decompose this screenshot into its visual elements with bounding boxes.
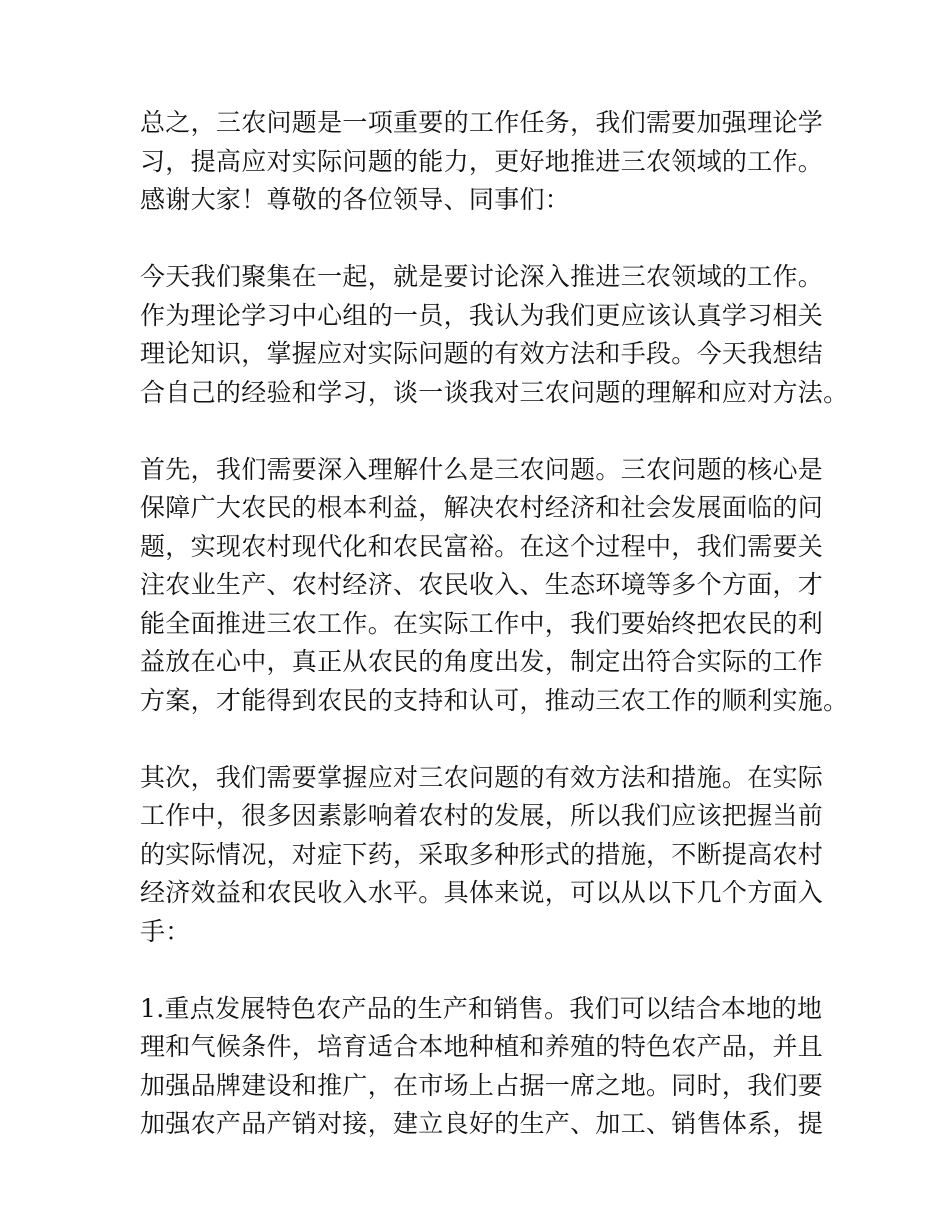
- text-line: 经济效益和农民收入水平。具体来说，可以从以下几个方面入: [140, 878, 824, 907]
- text-line: 注农业生产、农村经济、农民收入、生态环境等多个方面，才: [140, 570, 824, 599]
- text-line: 作为理论学习中心组的一员，我认为我们更应该认真学习相关: [140, 300, 824, 330]
- text-line: 合自己的经验和学习，谈一谈我对三农问题的理解和应对方法。: [140, 377, 849, 407]
- text-line: 保障广大农民的根本利益，解决农村经济和社会发展面临的问: [140, 493, 824, 522]
- text-line: 题，实现农村现代化和农民富裕。在这个过程中，我们需要关: [140, 531, 824, 561]
- text-line: 理论知识，掌握应对实际问题的有效方法和手段。今天我想结: [140, 339, 824, 368]
- text-line: 工作中，很多因素影响着农村的发展，所以我们应该把握当前: [140, 801, 824, 830]
- paragraph-gap: [140, 412, 820, 451]
- text-line: 1.重点发展特色农产品的生产和销售。我们可以结合本地的地: [140, 993, 823, 1023]
- text-line: 其次，我们需要掌握应对三农问题的有效方法和措施。在实际: [140, 762, 824, 792]
- paragraph-1: [140, 104, 824, 220]
- paragraph-gap: [140, 720, 820, 759]
- paragraph-4: [140, 759, 824, 952]
- paragraph-gap: [140, 220, 820, 259]
- text-line: 习，提高应对实际问题的能力，更好地推进三农领域的工作。: [140, 146, 824, 176]
- text-line: 方案，才能得到农民的支持和认可，推动三农工作的顺利实施。: [140, 685, 849, 715]
- text-line: 手：: [140, 916, 191, 946]
- text-line: 益放在心中，真正从农民的角度出发，制定出符合实际的工作: [140, 647, 824, 676]
- paragraph-2: [140, 258, 849, 412]
- text-line: 理和气候条件，培育适合本地种植和养殖的特色农产品，并且: [140, 1032, 824, 1061]
- document-body: [140, 104, 849, 1144]
- text-line: 感谢大家！尊敬的各位领导、同事们：: [140, 185, 571, 214]
- text-line: 能全面推进三农工作。在实际工作中，我们要始终把农民的利: [140, 608, 824, 638]
- text-line: 的实际情况，对症下药，采取多种形式的措施，不断提高农村: [140, 839, 824, 869]
- text-line: 加强农产品产销对接，建立良好的生产、加工、销售体系，提: [140, 1109, 824, 1138]
- paragraph-5: [140, 990, 824, 1144]
- text-line: 今天我们聚集在一起，就是要讨论深入推进三农领域的工作。: [140, 262, 824, 291]
- text-line: 总之，三农问题是一项重要的工作任务，我们需要加强理论学: [140, 108, 824, 137]
- paragraph-gap: [140, 951, 820, 990]
- paragraph-3: [140, 451, 849, 721]
- text-line: 首先，我们需要深入理解什么是三农问题。三农问题的核心是: [140, 454, 824, 484]
- text-line: 加强品牌建设和推广，在市场上占据一席之地。同时，我们要: [140, 1070, 824, 1100]
